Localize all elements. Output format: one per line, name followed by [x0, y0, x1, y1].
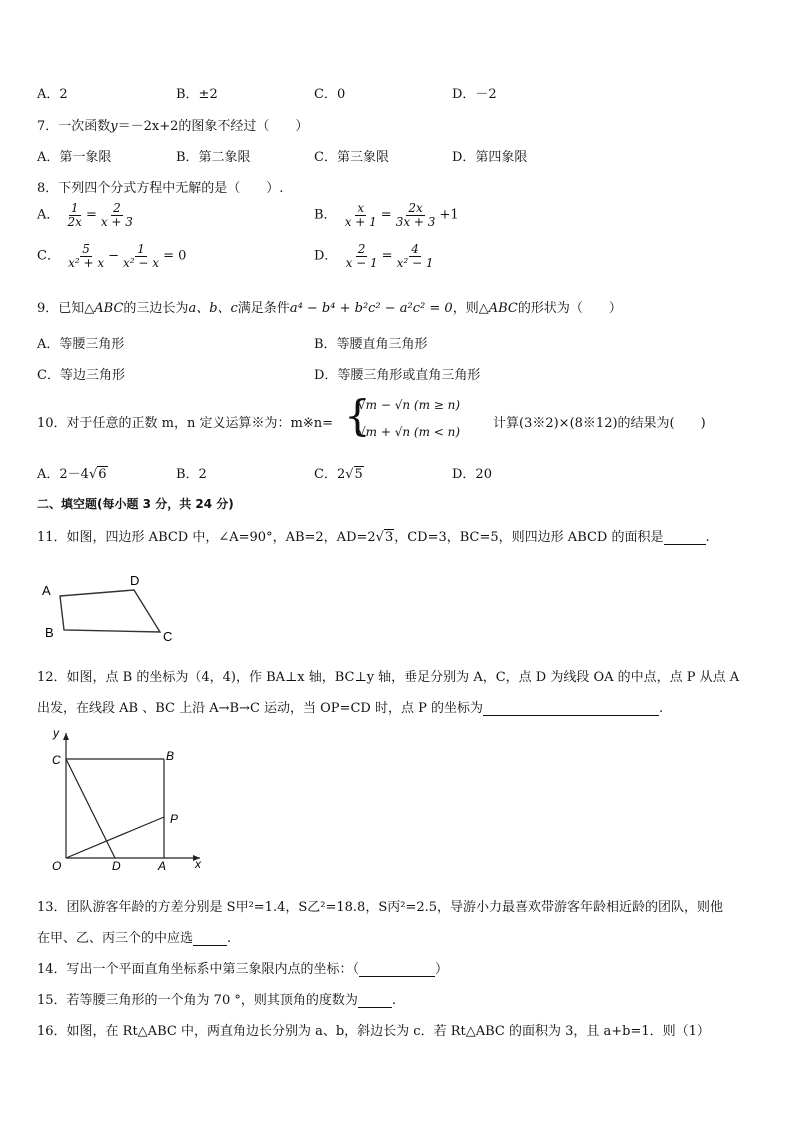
q10-option-a: A．2－4√6	[37, 467, 107, 482]
q10-option-d: D．20	[452, 467, 492, 482]
fraction: $\frac{1}{\text{x² − x}}$	[123, 242, 160, 270]
q11-stem: 11．如图，四边形 ABCD 中，∠A=90°，AB=2，AD=2√3，CD=3，BC=5，则四边形 ABCD 的面积是 .	[37, 530, 710, 545]
q7-stem: 7．一次函数y＝－2x+2的图象不经过（ ）	[37, 119, 309, 134]
q7-option-a: A．第一象限	[37, 150, 112, 165]
answer-blank[interactable]	[359, 976, 435, 977]
answer-blank[interactable]	[358, 1007, 392, 1008]
q11-quadrilateral-figure	[36, 568, 186, 648]
fraction: $\frac{2}{x - 1}$	[345, 242, 378, 270]
q10-case-2: √m + √n (m < n)	[358, 425, 461, 439]
left-brace: {	[344, 391, 371, 440]
fraction: $\frac{4}{\text{x² − 1}}$	[396, 242, 434, 270]
q16-stem: 16．如图，在 Rt△ABC 中，两直角边长分别为 a、b，斜边长为 c．若 Rt△ABC 的面积为 3，且 a+b=1．则（1）	[37, 1024, 710, 1039]
q6-option-b: B．±2	[176, 87, 218, 102]
q9-option-d: D．等腰三角形或直角三角形	[314, 368, 481, 383]
fraction: $\frac{2}{x + 3}$	[100, 201, 133, 229]
q15-stem: 15．若等腰三角形的一个角为 70 °，则其顶角的度数为 .	[37, 993, 396, 1008]
q6-option-c: C．0	[314, 87, 346, 102]
q14-stem: 14．写出一个平面直角坐标系中第三象限内点的坐标：（ ）	[37, 962, 449, 977]
q8-option-d: D． $\frac{2}{x - 1}$ = $\frac{4}{\text{x² − 1}}$	[314, 242, 434, 270]
fraction: $\frac{x}{x + 1}$	[344, 201, 377, 229]
q8-option-a: A． $\frac{1}{2x}$ = $\frac{2}{x + 3}$	[37, 201, 133, 229]
q9-option-b: B．等腰直角三角形	[314, 337, 428, 352]
segment-cd	[66, 759, 115, 858]
answer-blank[interactable]	[664, 544, 706, 545]
q7-option-d: D．第四象限	[452, 150, 528, 165]
q8-option-b: B． $\frac{x}{x + 1}$ = $\frac{2x}{3x + 3}$ +1	[314, 201, 459, 229]
q10-stem-end: 计算(3※2)×(8※12)的结果为( )	[493, 416, 706, 431]
label-c: C	[163, 629, 173, 644]
label-d: D	[112, 859, 121, 873]
q7-option-c: C．第三象限	[314, 150, 389, 165]
q10-stem: 10．对于任意的正数 m，n 定义运算※为：m※n=	[37, 416, 333, 431]
answer-blank[interactable]	[483, 715, 659, 716]
label-b: B	[45, 625, 54, 640]
quadrilateral-abcd	[60, 590, 160, 632]
y-axis-arrow	[63, 733, 69, 740]
q6-option-a: A．2	[37, 87, 68, 102]
q9-option-a: A．等腰三角形	[37, 337, 125, 352]
label-p: P	[170, 812, 179, 826]
q10-case-1: √m − √n (m ≥ n)	[358, 398, 461, 412]
q9-option-c: C．等边三角形	[37, 368, 125, 383]
q12-coordinate-figure	[40, 725, 215, 875]
label-a: A	[158, 859, 167, 873]
q6-option-d: D．－2	[452, 87, 497, 102]
q13-stem-line2: 在甲、乙、丙三个的中应选 .	[37, 931, 232, 946]
q12-stem-line2: 出发，在线段 AB 、BC 上沿 A→B→C 运动，当 OP=CD 时，点 P 的坐标为 .	[37, 701, 664, 716]
section-2-heading: 二、填空题(每小题 3 分，共 24 分)	[37, 497, 234, 511]
q12-stem-line1: 12．如图，点 B 的坐标为（4，4)，作 BA⊥x 轴，BC⊥y 轴，垂足分别为 A，C，点 D 为线段 OA 的中点，点 P 从点 A	[37, 670, 740, 685]
fraction: $\frac{1}{2x}$	[67, 201, 82, 229]
q9-stem: 9．已知△ABC的三边长为a、b、c满足条件a⁴ − b⁴ + b²c² − a²c² = 0，则△ABC的形状为（ ）	[37, 301, 622, 316]
label-d: D	[130, 573, 140, 588]
label-a: A	[42, 583, 51, 598]
label-b: B	[166, 749, 175, 763]
q8-stem: 8．下列四个分式方程中无解的是（ ）.	[37, 181, 284, 196]
label-o: O	[52, 859, 62, 873]
q13-stem-line1: 13．团队游客年龄的方差分别是 S甲²=1.4，S乙²=18.8，S丙²=2.5，导游小力最喜欢带游客年龄相近龄的团队，则他	[37, 900, 723, 915]
fraction: $\frac{5}{\text{x² + x}}$	[68, 242, 105, 270]
fraction: $\frac{2x}{3x + 3}$	[395, 201, 436, 229]
label-x: x	[195, 857, 201, 871]
q7-option-b: B．第二象限	[176, 150, 251, 165]
label-y: y	[53, 726, 59, 740]
segment-op	[66, 817, 164, 858]
q8-option-c: C． $\frac{5}{\text{x² + x}}$ − $\frac{1}{\text{x² − x}}$ = 0	[37, 242, 187, 270]
q10-option-b: B．2	[176, 467, 207, 482]
q10-option-c: C．2√5	[314, 467, 363, 482]
answer-blank[interactable]	[193, 945, 227, 946]
label-c: C	[52, 753, 61, 767]
